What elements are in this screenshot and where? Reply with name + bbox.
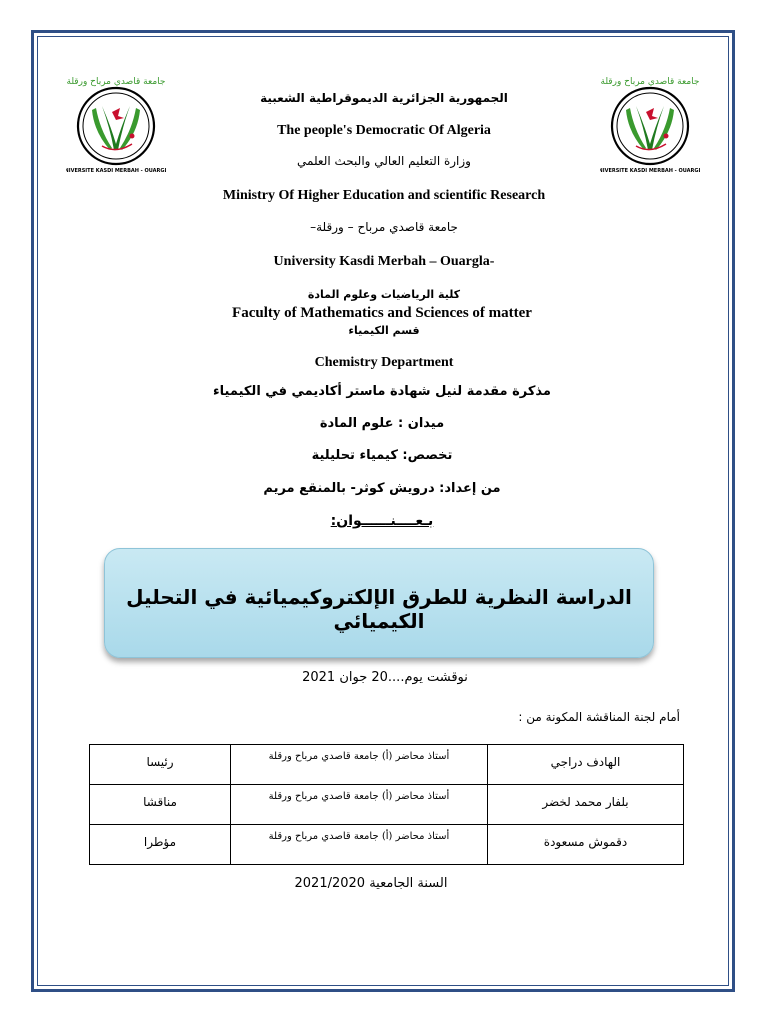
jury-role: مؤطرا [90, 825, 231, 865]
jury-name: الهادف دراجي [488, 745, 684, 785]
table-row [90, 825, 684, 865]
svg-text:جامعة قاصدي مرباح ورقلة: جامعة قاصدي مرباح ورقلة [600, 77, 700, 87]
republic-english: The people's Democratic Of Algeria [277, 123, 491, 138]
academic-year: السنة الجامعية 2021/2020 [294, 876, 448, 891]
jury-rank: أستاذ محاضر (أ) جامعة قاصدي مرباح ورقلة [231, 785, 488, 825]
defense-date: نوقشت يوم....20 جوان 2021 [302, 670, 468, 685]
degree-statement: مذكرة مقدمة لنيل شهادة ماستر أكاديمي في الكيمياء [213, 384, 551, 399]
svg-text:UNIVERSITE KASDI MERBAH - OUAR: UNIVERSITE KASDI MERBAH - OUARGLA [66, 168, 166, 174]
jury-intro: أمام لجنة المناقشة المكونة من : [518, 710, 680, 724]
ministry-english: Ministry Of Higher Education and scientific Research [222, 188, 546, 203]
table-row [90, 745, 684, 785]
thesis-title-box [104, 548, 654, 658]
department-english: Chemistry Department [314, 355, 454, 370]
title-label: بـعــــنــــــوان: [330, 513, 434, 529]
field-line: ميدان : علوم المادة [319, 416, 445, 431]
jury-role: مناقشا [90, 785, 231, 825]
jury-rank: أستاذ محاضر (أ) جامعة قاصدي مرباح ورقلة [231, 745, 488, 785]
university-english: University Kasdi Merbah – Ouargla- [273, 254, 495, 269]
authors-line: من إعداد: درويش كوثر- بالمنقع مريم [263, 481, 501, 496]
ministry-arabic: وزارة التعليم العالي والبحث العلمي [297, 154, 471, 168]
thesis-title: الدراسة النظرية للطرق الإلكتروكيميائية في التحليل الكيميائي [126, 585, 632, 633]
republic-arabic: الجمهورية الجزائرية الديموقراطية الشعبية [260, 91, 508, 105]
department-arabic: قسم الكيمياء [348, 324, 420, 337]
jury-table [89, 744, 684, 865]
jury-name: بلفار محمد لخضر [488, 785, 684, 825]
table-row [90, 785, 684, 825]
faculty-arabic: كلية الرياضيات وعلوم المادة [307, 288, 461, 301]
svg-text:UNIVERSITE KASDI MERBAH - OUAR: UNIVERSITE KASDI MERBAH - OUARGLA [600, 168, 700, 174]
university-arabic: جامعة قاصدي مرباح – ورقلة– [310, 220, 458, 234]
jury-role: رئيسا [90, 745, 231, 785]
svg-text:جامعة قاصدي مرباح ورقلة: جامعة قاصدي مرباح ورقلة [66, 77, 166, 87]
faculty-english: Faculty of Mathematics and Sciences of matter [232, 305, 532, 321]
jury-rank: أستاذ محاضر (أ) جامعة قاصدي مرباح ورقلة [231, 825, 488, 865]
specialty-line: تخصص: كيمياء تحليلية [311, 448, 453, 463]
jury-name: دقموش مسعودة [488, 825, 684, 865]
